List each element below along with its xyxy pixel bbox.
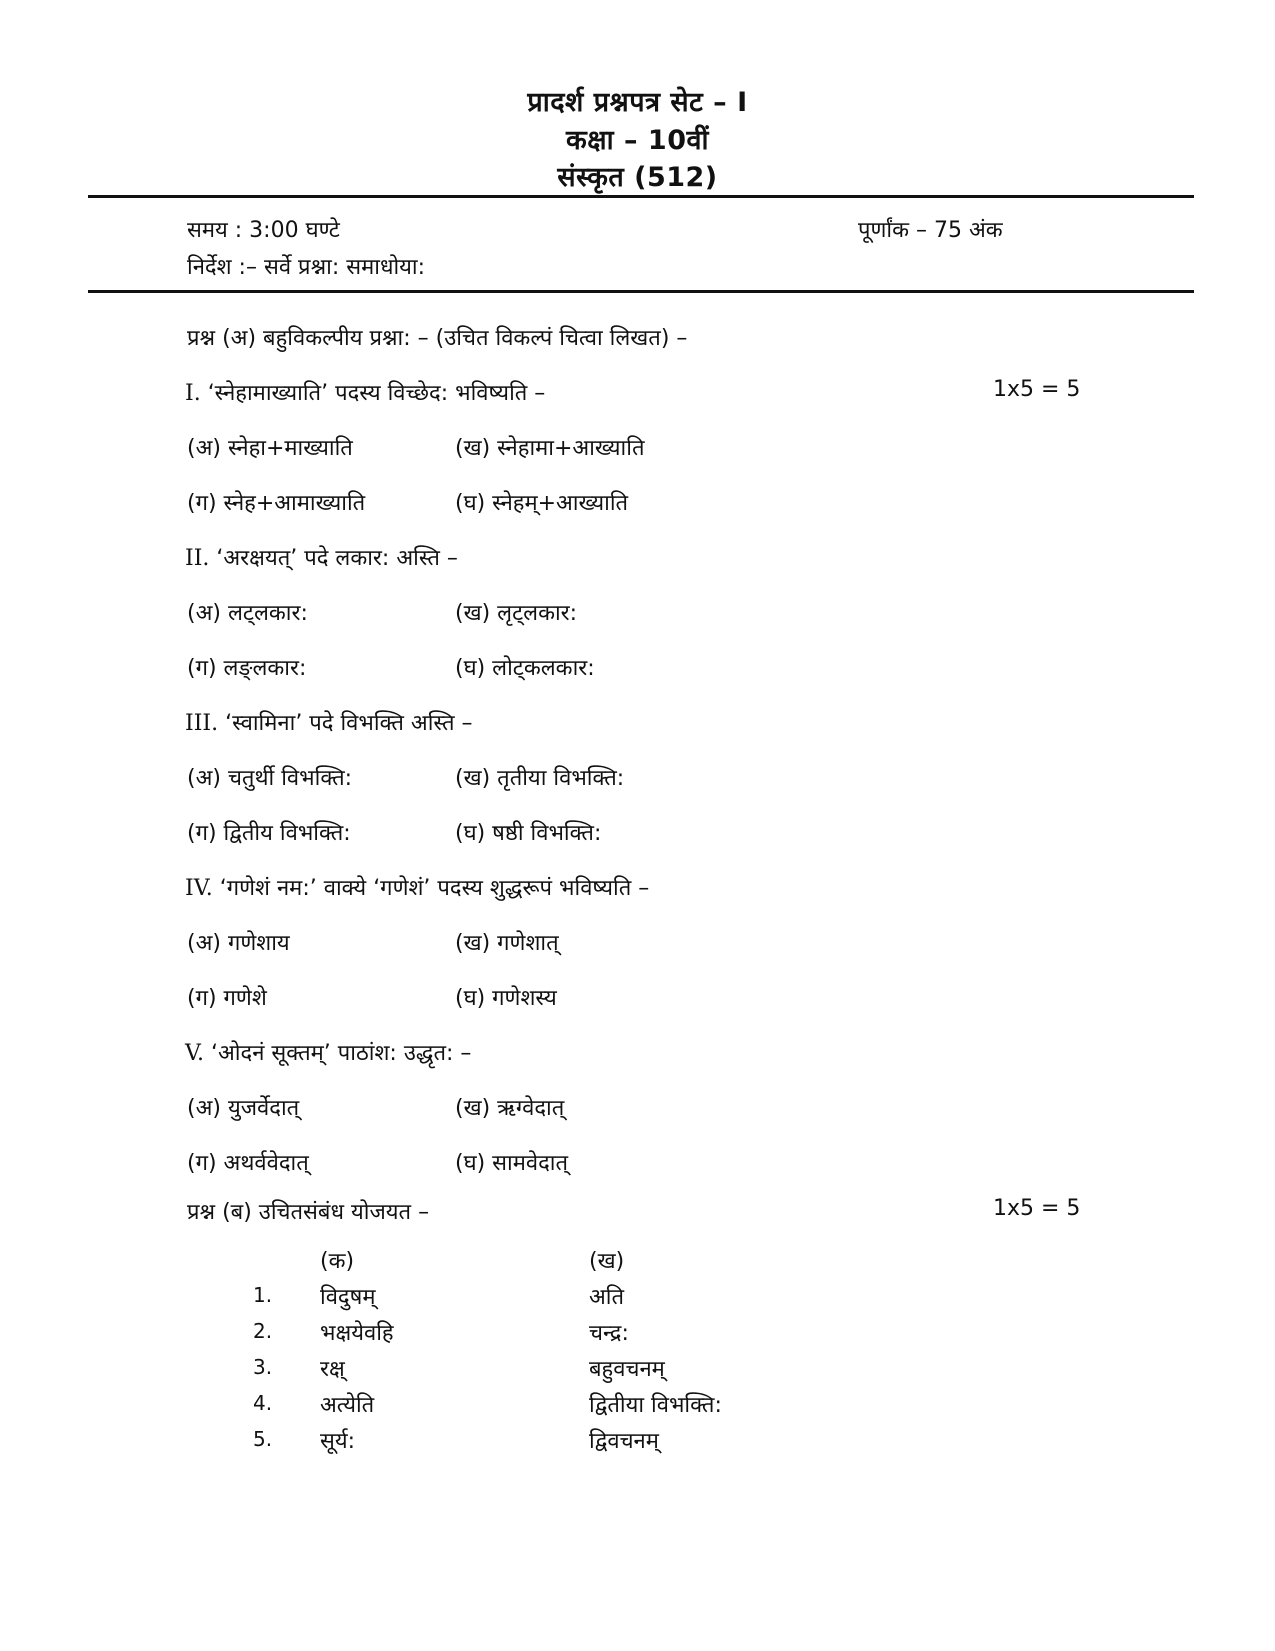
question-number: III. [185,711,219,736]
option: (घ) गणेशस्य [455,986,557,1011]
match-row-number: 4. [253,1391,273,1415]
column-header-kh: (ख) [589,1249,625,1274]
question-1 [185,377,545,407]
question-text: ‘ओदनं सूक्तम्’ पाठांश: उद्धृत: – [211,1041,472,1066]
option: (अ) स्नेहा+माख्याति [187,436,353,461]
question-2 [185,542,458,572]
option: (घ) षष्ठी विभक्ति: [455,821,602,846]
option: (ग) गणेशे [187,986,267,1011]
match-item-k: रक्ष् [320,1357,345,1382]
match-row-number: 3. [253,1355,273,1379]
question-number: I. [185,381,201,406]
option: (ख) स्नेहामा+आख्याति [455,436,645,461]
question-4 [185,872,649,902]
question-text: ‘स्नेहामाख्याति’ पदस्य विच्छेद: भविष्यति – [207,381,546,406]
match-row-number: 2. [253,1319,273,1343]
section-a-marks: 1x5 = 5 [993,377,1081,402]
section-a-heading: प्रश्न (अ) बहुविकल्पीय प्रश्ना: – (उचित विकल्पं चित्वा लिखत) – [187,326,688,351]
question-5 [185,1037,471,1067]
option: (ग) लङ्लकार: [187,656,307,681]
section-b-heading: प्रश्न (ब) उचितसंबंध योजयत – [187,1200,430,1225]
class-title: कक्षा – 10वीं [566,125,709,156]
option: (घ) लोट्कलकार: [455,656,595,681]
header-divider-top [88,195,1194,198]
question-number: II. [185,546,210,571]
option: (ग) स्नेह+आमाख्याति [187,491,366,516]
question-3 [185,707,473,737]
instruction-label: निर्देश :– सर्वे प्रश्ना: समाधोया: [187,255,426,280]
option: (ग) द्वितीय विभक्ति: [187,821,351,846]
question-text: ‘अरक्षयत्’ पदे लकार: अस्ति – [216,546,458,571]
match-item-kh: अति [589,1285,625,1310]
match-item-kh: चन्द्र: [589,1321,629,1346]
option: (घ) सामवेदात् [455,1151,569,1176]
option: (घ) स्नेहम्+आख्याति [455,491,629,516]
match-item-kh: द्वितीया विभक्ति: [589,1393,722,1418]
option: (ख) तृतीया विभक्ति: [455,766,625,791]
column-header-k: (क) [320,1249,355,1274]
option: (ख) गणेशात् [455,931,559,956]
total-marks-label: पूर्णांक – 75 अंक [858,218,1003,243]
option: (अ) लट्लकार: [187,601,308,626]
option: (ग) अथर्ववेदात् [187,1151,309,1176]
option: (ख) लृट्लकार: [455,601,578,626]
match-item-k: सूर्य: [320,1429,356,1454]
paper-title: प्रादर्श प्रश्नपत्र सेट – I [527,87,748,118]
subject-title: संस्कृत (512) [557,162,718,193]
match-item-k: अत्येति [320,1393,375,1418]
match-item-k: विदुषम् [320,1285,376,1310]
match-row-number: 1. [253,1283,273,1307]
match-item-kh: बहुवचनम् [589,1357,665,1382]
option: (अ) चतुर्थी विभक्ति: [187,766,353,791]
match-row-number: 5. [253,1427,273,1451]
section-b-marks: 1x5 = 5 [993,1196,1081,1221]
header-divider-bottom [88,290,1194,293]
match-item-kh: द्विवचनम् [589,1429,659,1454]
time-label: समय : 3:00 घण्टे [187,218,340,243]
option: (अ) युजर्वेदात् [187,1096,300,1121]
question-number: V. [185,1041,205,1066]
match-item-k: भक्षयेवहि [320,1321,394,1346]
question-number: IV. [185,876,213,901]
option: (ख) ऋग्वेदात् [455,1096,565,1121]
option: (अ) गणेशाय [187,931,290,956]
question-text: ‘स्वामिना’ पदे विभक्ति अस्ति – [225,711,473,736]
question-text: ‘गणेशं नम:’ वाक्ये ‘गणेशं’ पदस्य शुद्धरूपं भविष्यति – [219,876,650,901]
